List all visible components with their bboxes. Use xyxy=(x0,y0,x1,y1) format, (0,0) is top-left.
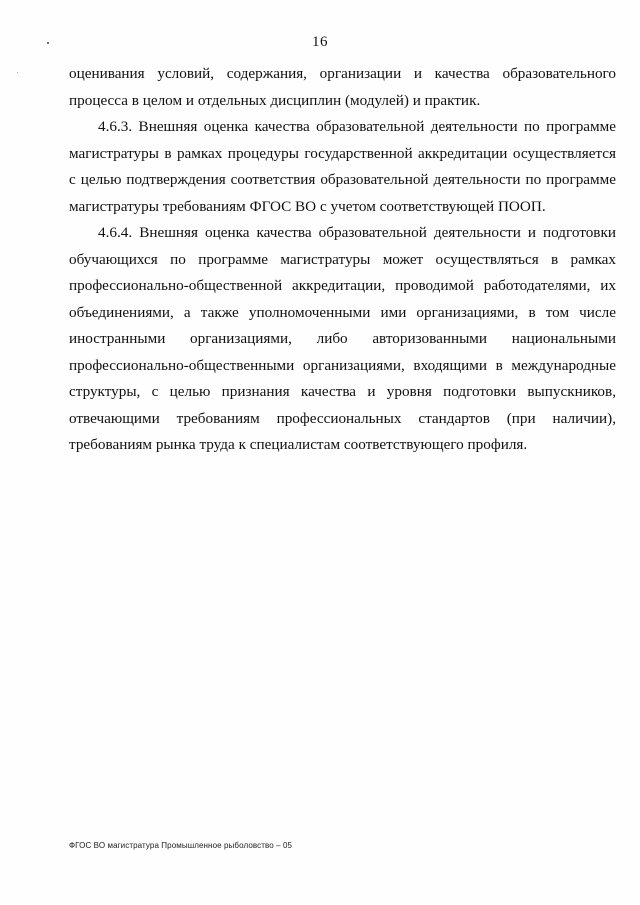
paragraph-4-6-3: 4.6.3. Внешняя оценка качества образовательной деятельности по программе магистратуры в рамках процедуры государственной аккредитации осуществляется с целью подтверждения соответствия образовательной деятельности по программе магистратуры требованиям ФГОС ВО с учетом соответствующей ПООП. xyxy=(69,118,616,215)
paragraph-4-6-4: 4.6.4. Внешняя оценка качества образовательной деятельности и подготовки обучающихся по программе магистратуры может осуществляться в рамках профессионально-общественной аккредитации, проводимой работодателями, их объединениями, а также уполномоченными ими организациями, в том числе иностранными организациями, либо авторизованными национальными профессионально-общественными организациями, входящими в международные структуры, с целью признания качества и уровня подготовки выпускников, отвечающими требованиям профессиональных стандартов (при наличии), требованиям рынка труда к специалистам соответствующего профиля. xyxy=(69,224,616,453)
paragraph-continuation: оценивания условий, содержания, организации и качества образовательного процесса в целом и отдельных дисциплин (модулей) и практик. xyxy=(69,65,616,109)
document-footer: ФГОС ВО магистратура Промышленное рыболовство – 05 xyxy=(69,841,293,850)
document-body xyxy=(69,61,616,459)
page-number: 16 xyxy=(312,34,328,50)
scan-speck xyxy=(17,72,18,73)
